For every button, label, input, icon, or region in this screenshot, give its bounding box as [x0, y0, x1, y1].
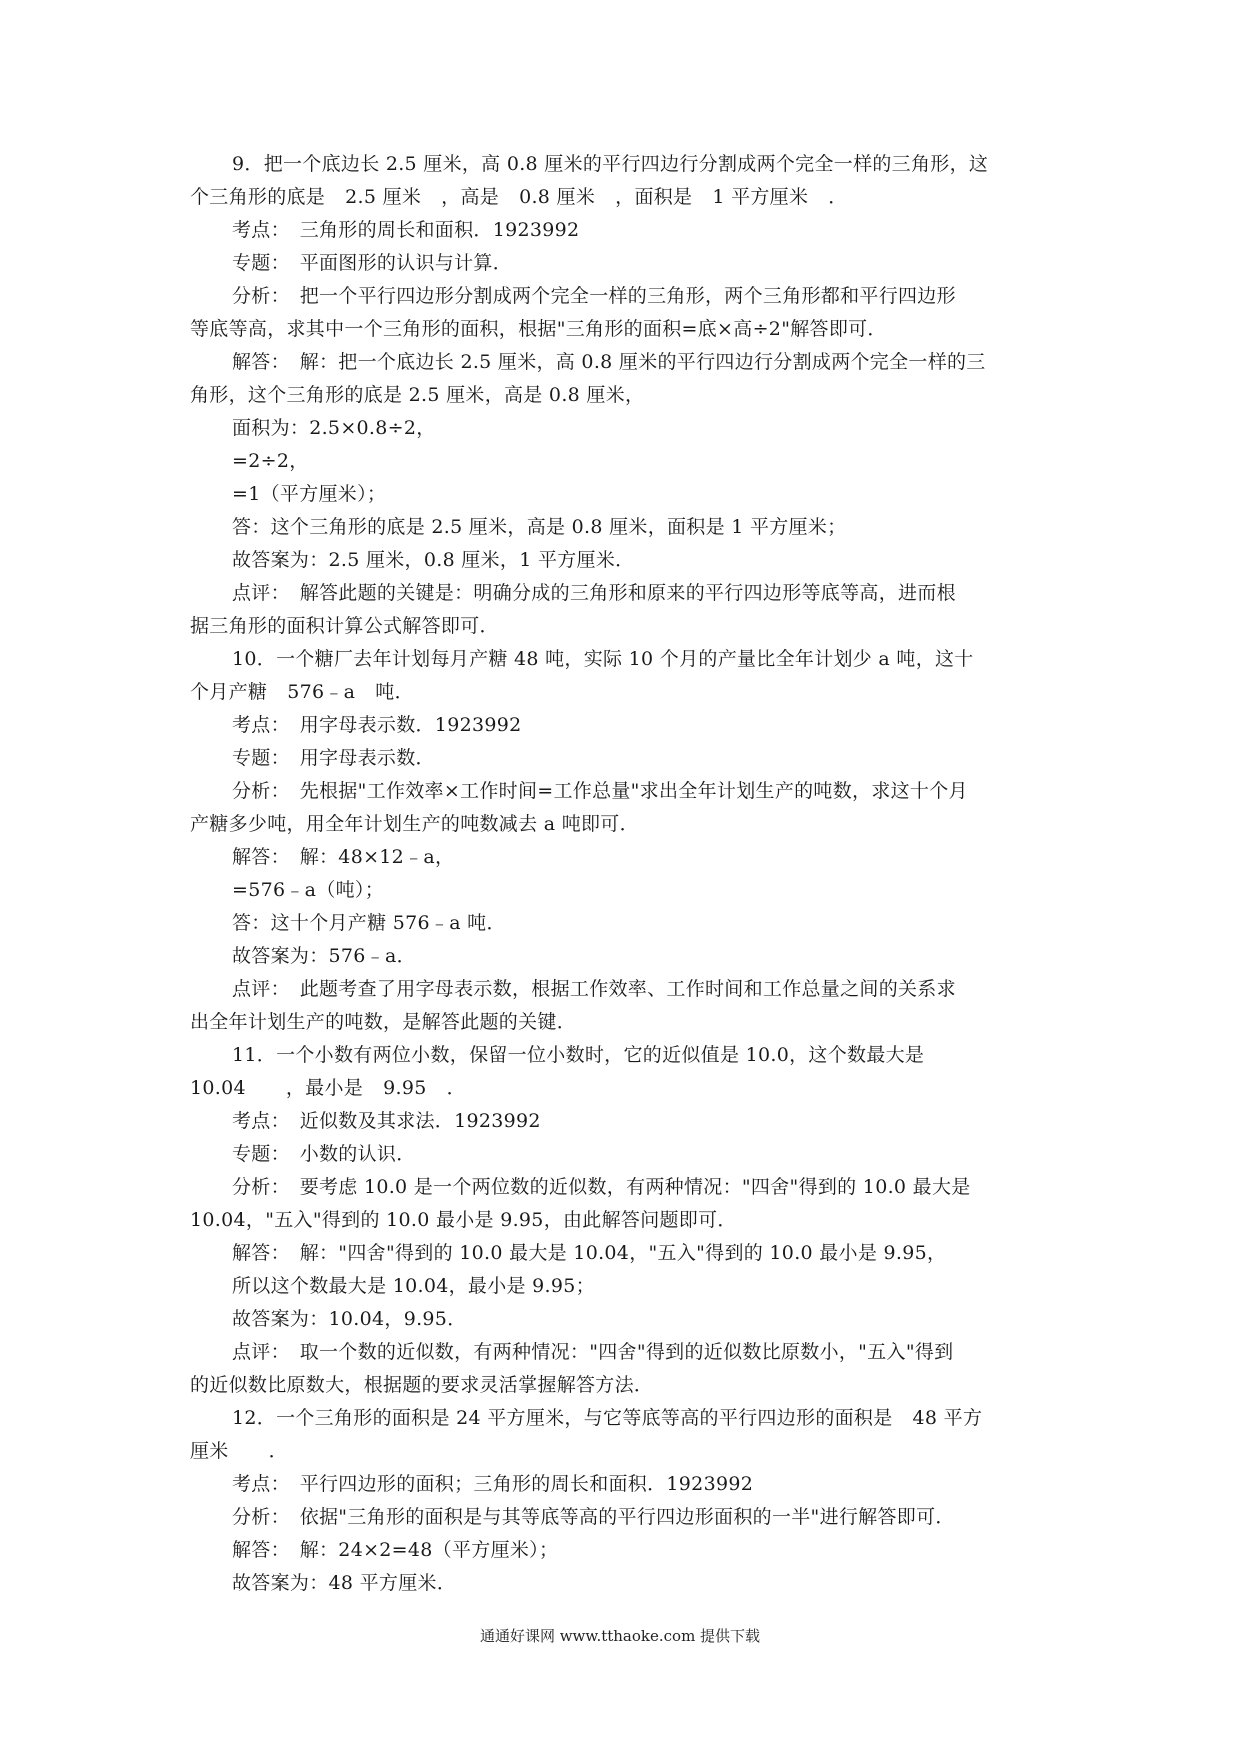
q10-dianping-line-2: 出全年计划生产的吨数，是解答此题的关键．: [190, 1011, 577, 1033]
q10-kaodian: 考点： 用字母表示数．1923992: [232, 714, 522, 736]
q9-zhuanti: 专题： 平面图形的认识与计算．: [232, 252, 513, 274]
q12-fenxi-line-1: 分析： 依据"三角形的面积是与其等底等高的平行四边形面积的一半"进行解答即可．: [232, 1506, 955, 1528]
q11-kaodian: 考点： 近似数及其求法．1923992: [232, 1110, 541, 1132]
q9-calc-line-1: 面积为：2.5×0.8÷2，: [232, 417, 436, 439]
q9-jieda-line-2: 角形，这个三角形的底是 2.5 厘米，高是 0.8 厘米，: [190, 384, 645, 406]
q9-answer-blank-2: 0.8 厘米: [519, 186, 596, 208]
q10-answer-blank-1: 576﹣a: [287, 681, 356, 703]
q10-final-answer: 故答案为：576﹣a．: [232, 945, 416, 967]
q10-calc-line-1: =576﹣a（吨）；: [232, 879, 385, 901]
q11-dianping-line-1: 点评： 取一个数的近似数，有两种情况："四舍"得到的近似数比原数小，"五入"得到: [232, 1341, 954, 1363]
q9-final-answer: 故答案为：2.5 厘米，0.8 厘米，1 平方厘米．: [232, 549, 635, 571]
q11-fenxi-line-1: 分析： 要考虑 10.0 是一个两位数的近似数，有两种情况："四舍"得到的 10.0 最大是: [232, 1176, 971, 1198]
q10-stem-line-2: 个月产糖 576﹣a 吨．: [190, 676, 1055, 709]
q9-answer-statement: 答：这个三角形的底是 2.5 厘米，高是 0.8 厘米，面积是 1 平方厘米；: [232, 516, 847, 538]
q11-jieda-line-2: 所以这个数最大是 10.04，最小是 9.95；: [232, 1275, 595, 1297]
q9-fenxi-line-1: 分析： 把一个平行四边形分割成两个完全一样的三角形，两个三角形都和平行四边形: [232, 285, 956, 307]
q11-dianping-line-2: 的近似数比原数大，根据题的要求灵活掌握解答方法．: [190, 1374, 654, 1396]
q10-fenxi-line-2: 产糖多少吨，用全年计划生产的吨数减去 a 吨即可．: [190, 813, 639, 835]
q9-calc-line-3: =1（平方厘米）；: [232, 483, 387, 505]
document-body: [190, 148, 1055, 1600]
q10-zhuanti: 专题： 用字母表示数．: [232, 747, 435, 769]
q11-stem-line-1: 11．一个小数有两位小数，保留一位小数时，它的近似值是 10.0，这个数最大是: [232, 1044, 925, 1066]
q9-calc-line-2: =2÷2，: [232, 450, 309, 472]
q11-zhuanti: 专题： 小数的认识．: [232, 1143, 416, 1165]
q9-dianping-line-2: 据三角形的面积计算公式解答即可．: [190, 615, 499, 637]
q10-answer-statement: 答：这十个月产糖 576﹣a 吨．: [232, 912, 506, 934]
page-footer: 通通好课网 www.tthaoke.com 提供下载: [479, 1627, 761, 1645]
q10-fenxi-line-1: 分析： 先根据"工作效率×工作时间=工作总量"求出全年计划生产的吨数，求这十个月: [232, 780, 968, 802]
q9-fenxi-line-2: 等底等高，求其中一个三角形的面积，根据"三角形的面积=底×高÷2"解答即可．: [190, 318, 887, 340]
q11-answer-blank-2: 9.95: [383, 1077, 427, 1099]
q9-answer-blank-1: 2.5 厘米: [345, 186, 422, 208]
q10-dianping-line-1: 点评： 此题考查了用字母表示数，根据工作效率、工作时间和工作总量之间的关系求: [232, 978, 956, 1000]
q12-stem-line-1: 12．一个三角形的面积是 24 平方厘米，与它等底等高的平行四边形的面积是 48 平方: [190, 1402, 1055, 1435]
q12-final-answer: 故答案为：48 平方厘米．: [232, 1572, 457, 1594]
q12-answer-blank-part-2: 厘米: [190, 1440, 229, 1462]
q11-stem-line-2: 10.04 ，最小是 9.95 ．: [190, 1072, 1055, 1105]
q10-jieda-line-1: 解答： 解：48×12﹣a，: [232, 846, 455, 868]
q11-fenxi-line-2: 10.04，"五入"得到的 10.0 最小是 9.95，由此解答问题即可．: [190, 1209, 737, 1231]
q11-final-answer: 故答案为：10.04，9.95．: [232, 1308, 467, 1330]
q12-kaodian: 考点： 平行四边形的面积；三角形的周长和面积．1923992: [232, 1473, 754, 1495]
q9-kaodian: 考点： 三角形的周长和面积．1923992: [232, 219, 580, 241]
q9-stem-line-1: 9．把一个底边长 2.5 厘米，高 0.8 厘米的平行四边行分割成两个完全一样的三角形，这: [232, 153, 989, 175]
q11-jieda-line-1: 解答： 解："四舍"得到的 10.0 最大是 10.04，"五入"得到的 10.0 最小是 9.95，: [232, 1242, 947, 1264]
q9-dianping-line-1: 点评： 解答此题的关键是：明确分成的三角形和原来的平行四边形等底等高，进而根: [232, 582, 956, 604]
q9-stem-line-2: 个三角形的底是 2.5 厘米 ，高是 0.8 厘米 ，面积是 1 平方厘米 ．: [190, 181, 1055, 214]
q11-answer-blank-1: 10.04: [190, 1077, 246, 1099]
q12-jieda-line-1: 解答： 解：24×2=48（平方厘米）；: [232, 1539, 559, 1561]
q9-answer-blank-3: 1 平方厘米: [712, 186, 809, 208]
q12-stem-line-2: 厘米 ．: [190, 1440, 288, 1462]
q10-stem-line-1: 10．一个糖厂去年计划每月产糖 48 吨，实际 10 个月的产量比全年计划少 a 吨，这十: [232, 648, 974, 670]
q9-jieda-line-1: 解答： 解：把一个底边长 2.5 厘米，高 0.8 厘米的平行四边行分割成两个完全一样的三: [232, 351, 986, 373]
q12-answer-blank-part-1: 48 平方: [912, 1407, 983, 1429]
